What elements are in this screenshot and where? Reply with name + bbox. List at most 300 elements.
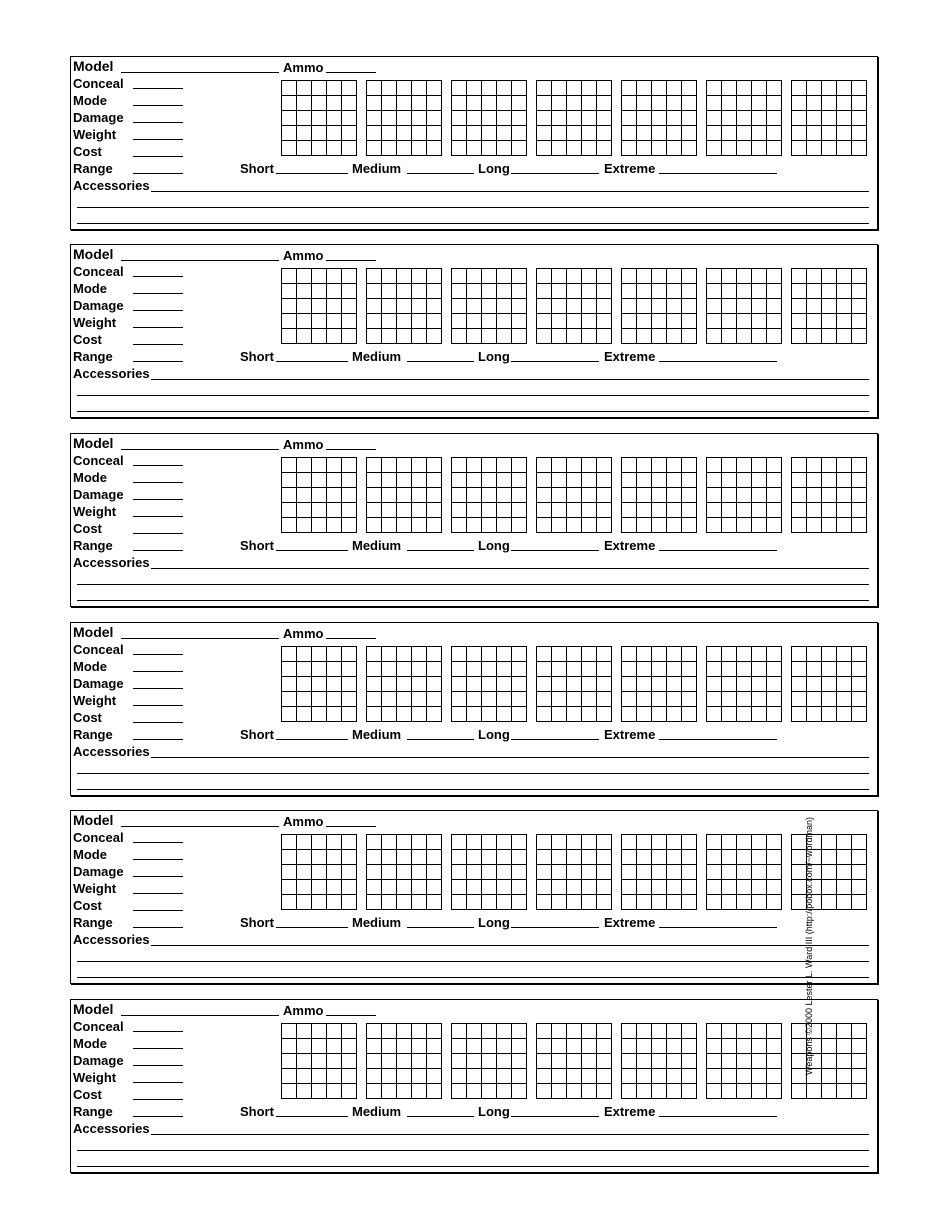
ammo-box[interactable] — [792, 126, 807, 141]
ammo-box[interactable] — [397, 81, 412, 96]
ammo-box[interactable] — [807, 1084, 822, 1099]
ammo-box[interactable] — [297, 1024, 312, 1039]
ammo-box[interactable] — [622, 1054, 637, 1069]
ammo-box[interactable] — [792, 677, 807, 692]
ammo-box[interactable] — [512, 850, 527, 865]
ammo-box[interactable] — [582, 677, 597, 692]
ammo-box[interactable] — [837, 503, 852, 518]
ammo-box[interactable] — [382, 269, 397, 284]
ammo-box[interactable] — [312, 1024, 327, 1039]
ammo-box[interactable] — [682, 81, 697, 96]
extreme-range-field[interactable] — [659, 739, 777, 740]
ammo-box[interactable] — [767, 1054, 782, 1069]
ammo-box[interactable] — [367, 473, 382, 488]
ammo-box[interactable] — [497, 1054, 512, 1069]
ammo-box[interactable] — [382, 835, 397, 850]
ammo-box[interactable] — [482, 850, 497, 865]
ammo-box[interactable] — [837, 314, 852, 329]
ammo-box[interactable] — [667, 692, 682, 707]
ammo-box[interactable] — [737, 1084, 752, 1099]
ammo-box[interactable] — [667, 662, 682, 677]
ammo-box[interactable] — [482, 269, 497, 284]
ammo-box[interactable] — [282, 1069, 297, 1084]
ammo-box[interactable] — [467, 850, 482, 865]
ammo-box[interactable] — [722, 835, 737, 850]
ammo-box[interactable] — [452, 284, 467, 299]
ammo-box[interactable] — [327, 314, 342, 329]
ammo-box[interactable] — [852, 503, 867, 518]
ammo-box[interactable] — [552, 850, 567, 865]
ammo-box[interactable] — [427, 1084, 442, 1099]
ammo-box[interactable] — [397, 141, 412, 156]
ammo-box[interactable] — [467, 518, 482, 533]
ammo-box[interactable] — [497, 96, 512, 111]
ammo-box[interactable] — [537, 662, 552, 677]
ammo-box[interactable] — [767, 503, 782, 518]
ammo-box[interactable] — [752, 677, 767, 692]
ammo-box[interactable] — [482, 1039, 497, 1054]
ammo-box[interactable] — [537, 1069, 552, 1084]
ammo-box[interactable] — [707, 1054, 722, 1069]
ammo-box[interactable] — [497, 1069, 512, 1084]
ammo-box[interactable] — [822, 81, 837, 96]
ammo-box[interactable] — [482, 488, 497, 503]
ammo-box[interactable] — [852, 662, 867, 677]
ammo-box[interactable] — [512, 865, 527, 880]
ammo-box[interactable] — [312, 1084, 327, 1099]
ammo-box[interactable] — [397, 1054, 412, 1069]
ammo-box[interactable] — [707, 518, 722, 533]
ammo-box[interactable] — [282, 284, 297, 299]
ammo-box[interactable] — [367, 865, 382, 880]
ammo-box[interactable] — [682, 850, 697, 865]
ammo-box[interactable] — [382, 503, 397, 518]
ammo-box[interactable] — [752, 1069, 767, 1084]
ammo-box[interactable] — [752, 503, 767, 518]
ammo-box[interactable] — [427, 647, 442, 662]
accessories-line[interactable] — [77, 961, 869, 962]
ammo-box[interactable] — [792, 329, 807, 344]
ammo-box[interactable] — [282, 458, 297, 473]
ammo-box[interactable] — [312, 488, 327, 503]
ammo-box[interactable] — [297, 518, 312, 533]
ammo-box[interactable] — [397, 96, 412, 111]
ammo-box[interactable] — [327, 111, 342, 126]
ammo-box[interactable] — [467, 141, 482, 156]
ammo-box[interactable] — [482, 1054, 497, 1069]
ammo-box[interactable] — [412, 1039, 427, 1054]
ammo-box[interactable] — [397, 284, 412, 299]
ammo-box[interactable] — [367, 692, 382, 707]
ammo-box[interactable] — [807, 473, 822, 488]
long-range-field[interactable] — [511, 1116, 599, 1117]
ammo-box[interactable] — [467, 835, 482, 850]
conceal-field[interactable] — [133, 88, 183, 89]
model-field[interactable] — [121, 638, 279, 639]
ammo-box[interactable] — [597, 141, 612, 156]
ammo-box[interactable] — [567, 473, 582, 488]
ammo-box[interactable] — [567, 707, 582, 722]
ammo-box[interactable] — [327, 81, 342, 96]
accessories-field[interactable] — [151, 757, 869, 758]
ammo-box[interactable] — [582, 488, 597, 503]
ammo-box[interactable] — [682, 473, 697, 488]
ammo-box[interactable] — [707, 1084, 722, 1099]
ammo-box[interactable] — [837, 141, 852, 156]
ammo-box[interactable] — [737, 458, 752, 473]
ammo-box[interactable] — [512, 880, 527, 895]
ammo-box[interactable] — [767, 299, 782, 314]
ammo-box[interactable] — [297, 141, 312, 156]
ammo-box[interactable] — [792, 662, 807, 677]
ammo-box[interactable] — [297, 880, 312, 895]
ammo-box[interactable] — [792, 111, 807, 126]
ammo-box[interactable] — [497, 314, 512, 329]
ammo-box[interactable] — [512, 677, 527, 692]
ammo-box[interactable] — [427, 850, 442, 865]
ammo-box[interactable] — [652, 835, 667, 850]
ammo-box[interactable] — [722, 473, 737, 488]
ammo-box[interactable] — [792, 458, 807, 473]
extreme-range-field[interactable] — [659, 927, 777, 928]
ammo-box[interactable] — [537, 96, 552, 111]
ammo-box[interactable] — [427, 81, 442, 96]
ammo-box[interactable] — [382, 141, 397, 156]
ammo-box[interactable] — [652, 284, 667, 299]
ammo-box[interactable] — [837, 647, 852, 662]
ammo-box[interactable] — [752, 141, 767, 156]
ammo-box[interactable] — [427, 1024, 442, 1039]
ammo-box[interactable] — [512, 458, 527, 473]
ammo-box[interactable] — [482, 1024, 497, 1039]
ammo-box[interactable] — [552, 458, 567, 473]
ammo-box[interactable] — [497, 299, 512, 314]
ammo-box[interactable] — [397, 895, 412, 910]
ammo-box[interactable] — [737, 692, 752, 707]
ammo-box[interactable] — [837, 458, 852, 473]
ammo-box[interactable] — [792, 269, 807, 284]
accessories-line[interactable] — [77, 207, 869, 208]
ammo-box[interactable] — [412, 1054, 427, 1069]
ammo-box[interactable] — [412, 503, 427, 518]
ammo-box[interactable] — [852, 647, 867, 662]
ammo-box[interactable] — [342, 895, 357, 910]
ammo-box[interactable] — [367, 503, 382, 518]
ammo-box[interactable] — [382, 284, 397, 299]
ammo-box[interactable] — [312, 299, 327, 314]
ammo-box[interactable] — [597, 835, 612, 850]
short-range-field[interactable] — [276, 361, 348, 362]
ammo-box[interactable] — [752, 269, 767, 284]
ammo-box[interactable] — [312, 473, 327, 488]
ammo-box[interactable] — [807, 314, 822, 329]
ammo-box[interactable] — [312, 1039, 327, 1054]
ammo-box[interactable] — [597, 1024, 612, 1039]
ammo-box[interactable] — [767, 473, 782, 488]
ammo-box[interactable] — [722, 1084, 737, 1099]
ammo-box[interactable] — [567, 488, 582, 503]
ammo-box[interactable] — [312, 1054, 327, 1069]
ammo-box[interactable] — [427, 314, 442, 329]
ammo-box[interactable] — [752, 707, 767, 722]
ammo-box[interactable] — [807, 269, 822, 284]
ammo-box[interactable] — [382, 518, 397, 533]
ammo-box[interactable] — [767, 1069, 782, 1084]
ammo-box[interactable] — [722, 81, 737, 96]
ammo-box[interactable] — [397, 1039, 412, 1054]
ammo-box[interactable] — [637, 1024, 652, 1039]
ammo-box[interactable] — [482, 895, 497, 910]
ammo-box[interactable] — [537, 329, 552, 344]
ammo-box[interactable] — [637, 692, 652, 707]
ammo-box[interactable] — [567, 677, 582, 692]
ammo-box[interactable] — [637, 299, 652, 314]
ammo-box[interactable] — [752, 895, 767, 910]
ammo-box[interactable] — [342, 662, 357, 677]
ammo-box[interactable] — [582, 299, 597, 314]
ammo-box[interactable] — [467, 880, 482, 895]
ammo-box[interactable] — [622, 329, 637, 344]
ammo-box[interactable] — [552, 880, 567, 895]
ammo-box[interactable] — [367, 111, 382, 126]
ammo-box[interactable] — [482, 647, 497, 662]
ammo-box[interactable] — [512, 662, 527, 677]
ammo-box[interactable] — [752, 314, 767, 329]
accessories-line[interactable] — [77, 1166, 869, 1167]
ammo-box[interactable] — [467, 126, 482, 141]
ammo-box[interactable] — [767, 647, 782, 662]
conceal-field[interactable] — [133, 654, 183, 655]
ammo-box[interactable] — [397, 1069, 412, 1084]
ammo-box[interactable] — [822, 314, 837, 329]
ammo-box[interactable] — [397, 1084, 412, 1099]
ammo-box[interactable] — [512, 895, 527, 910]
ammo-box[interactable] — [397, 488, 412, 503]
ammo-box[interactable] — [752, 81, 767, 96]
accessories-line[interactable] — [77, 411, 869, 412]
ammo-box[interactable] — [582, 880, 597, 895]
ammo-box[interactable] — [597, 895, 612, 910]
ammo-box[interactable] — [327, 488, 342, 503]
ammo-box[interactable] — [667, 1084, 682, 1099]
ammo-box[interactable] — [482, 865, 497, 880]
ammo-box[interactable] — [667, 81, 682, 96]
ammo-box[interactable] — [752, 835, 767, 850]
ammo-box[interactable] — [397, 329, 412, 344]
ammo-box[interactable] — [382, 488, 397, 503]
ammo-box[interactable] — [327, 518, 342, 533]
ammo-box[interactable] — [427, 880, 442, 895]
ammo-box[interactable] — [367, 647, 382, 662]
ammo-box[interactable] — [282, 299, 297, 314]
ammo-box[interactable] — [397, 458, 412, 473]
conceal-field[interactable] — [133, 842, 183, 843]
ammo-box[interactable] — [707, 503, 722, 518]
ammo-box[interactable] — [822, 1039, 837, 1054]
ammo-box[interactable] — [452, 96, 467, 111]
damage-field[interactable] — [133, 122, 183, 123]
ammo-box[interactable] — [597, 329, 612, 344]
ammo-box[interactable] — [412, 314, 427, 329]
ammo-box[interactable] — [297, 850, 312, 865]
ammo-box[interactable] — [427, 1054, 442, 1069]
cost-field[interactable] — [133, 1099, 183, 1100]
ammo-box[interactable] — [327, 707, 342, 722]
ammo-box[interactable] — [412, 81, 427, 96]
damage-field[interactable] — [133, 1065, 183, 1066]
ammo-box[interactable] — [707, 81, 722, 96]
ammo-box[interactable] — [837, 473, 852, 488]
ammo-box[interactable] — [282, 269, 297, 284]
ammo-box[interactable] — [412, 865, 427, 880]
ammo-box[interactable] — [837, 865, 852, 880]
ammo-box[interactable] — [682, 707, 697, 722]
ammo-box[interactable] — [367, 269, 382, 284]
ammo-box[interactable] — [652, 141, 667, 156]
ammo-box[interactable] — [837, 692, 852, 707]
ammo-box[interactable] — [512, 707, 527, 722]
ammo-box[interactable] — [282, 677, 297, 692]
ammo-box[interactable] — [582, 518, 597, 533]
ammo-box[interactable] — [852, 314, 867, 329]
ammo-box[interactable] — [707, 692, 722, 707]
ammo-box[interactable] — [792, 284, 807, 299]
ammo-box[interactable] — [837, 518, 852, 533]
ammo-box[interactable] — [652, 1039, 667, 1054]
ammo-box[interactable] — [637, 473, 652, 488]
ammo-box[interactable] — [682, 1069, 697, 1084]
medium-range-field[interactable] — [407, 550, 474, 551]
ammo-box[interactable] — [637, 647, 652, 662]
short-range-field[interactable] — [276, 550, 348, 551]
ammo-box[interactable] — [467, 96, 482, 111]
ammo-box[interactable] — [342, 269, 357, 284]
ammo-box[interactable] — [722, 895, 737, 910]
ammo-box[interactable] — [637, 488, 652, 503]
ammo-box[interactable] — [722, 284, 737, 299]
ammo-box[interactable] — [822, 518, 837, 533]
ammo-box[interactable] — [497, 81, 512, 96]
ammo-box[interactable] — [622, 269, 637, 284]
ammo-box[interactable] — [412, 662, 427, 677]
ammo-box[interactable] — [722, 269, 737, 284]
ammo-box[interactable] — [852, 518, 867, 533]
ammo-box[interactable] — [822, 850, 837, 865]
ammo-box[interactable] — [707, 458, 722, 473]
ammo-box[interactable] — [837, 1084, 852, 1099]
ammo-box[interactable] — [327, 1084, 342, 1099]
ammo-box[interactable] — [327, 329, 342, 344]
ammo-box[interactable] — [282, 1054, 297, 1069]
ammo-box[interactable] — [597, 314, 612, 329]
ammo-box[interactable] — [512, 518, 527, 533]
ammo-box[interactable] — [297, 269, 312, 284]
ammo-box[interactable] — [567, 111, 582, 126]
ammo-box[interactable] — [737, 111, 752, 126]
ammo-box[interactable] — [342, 518, 357, 533]
ammo-box[interactable] — [382, 126, 397, 141]
ammo-box[interactable] — [427, 111, 442, 126]
ammo-box[interactable] — [597, 1069, 612, 1084]
ammo-box[interactable] — [667, 269, 682, 284]
ammo-box[interactable] — [552, 1039, 567, 1054]
damage-field[interactable] — [133, 310, 183, 311]
ammo-box[interactable] — [667, 473, 682, 488]
weight-field[interactable] — [133, 327, 183, 328]
ammo-box[interactable] — [297, 299, 312, 314]
ammo-box[interactable] — [822, 1054, 837, 1069]
ammo-box[interactable] — [367, 1024, 382, 1039]
ammo-box[interactable] — [382, 707, 397, 722]
ammo-box[interactable] — [497, 895, 512, 910]
ammo-box[interactable] — [342, 850, 357, 865]
ammo-box[interactable] — [452, 111, 467, 126]
ammo-box[interactable] — [342, 647, 357, 662]
ammo-box[interactable] — [667, 880, 682, 895]
ammo-box[interactable] — [652, 111, 667, 126]
ammo-box[interactable] — [807, 677, 822, 692]
ammo-box[interactable] — [512, 1039, 527, 1054]
ammo-box[interactable] — [652, 269, 667, 284]
ammo-box[interactable] — [822, 662, 837, 677]
ammo-box[interactable] — [792, 518, 807, 533]
ammo-box[interactable] — [342, 1054, 357, 1069]
conceal-field[interactable] — [133, 465, 183, 466]
ammo-box[interactable] — [282, 1024, 297, 1039]
ammo-box[interactable] — [427, 1069, 442, 1084]
ammo-box[interactable] — [512, 835, 527, 850]
ammo-box[interactable] — [427, 707, 442, 722]
ammo-box[interactable] — [327, 1054, 342, 1069]
ammo-box[interactable] — [452, 141, 467, 156]
ammo-box[interactable] — [722, 488, 737, 503]
ammo-box[interactable] — [852, 126, 867, 141]
ammo-box[interactable] — [552, 299, 567, 314]
ammo-box[interactable] — [367, 81, 382, 96]
ammo-box[interactable] — [497, 473, 512, 488]
ammo-box[interactable] — [722, 850, 737, 865]
ammo-box[interactable] — [597, 677, 612, 692]
ammo-box[interactable] — [622, 141, 637, 156]
ammo-box[interactable] — [807, 299, 822, 314]
ammo-box[interactable] — [597, 647, 612, 662]
ammo-box[interactable] — [667, 895, 682, 910]
ammo-box[interactable] — [637, 1084, 652, 1099]
ammo-box[interactable] — [707, 126, 722, 141]
ammo-box[interactable] — [767, 518, 782, 533]
ammo-box[interactable] — [822, 677, 837, 692]
ammo-box[interactable] — [707, 1024, 722, 1039]
ammo-box[interactable] — [767, 329, 782, 344]
ammo-box[interactable] — [342, 458, 357, 473]
ammo-box[interactable] — [822, 692, 837, 707]
ammo-box[interactable] — [767, 96, 782, 111]
long-range-field[interactable] — [511, 361, 599, 362]
ammo-box[interactable] — [722, 329, 737, 344]
ammo-box[interactable] — [467, 692, 482, 707]
ammo-box[interactable] — [792, 96, 807, 111]
ammo-box[interactable] — [737, 850, 752, 865]
ammo-box[interactable] — [327, 880, 342, 895]
ammo-box[interactable] — [327, 1039, 342, 1054]
ammo-box[interactable] — [852, 1084, 867, 1099]
ammo-box[interactable] — [637, 329, 652, 344]
ammo-box[interactable] — [412, 895, 427, 910]
medium-range-field[interactable] — [407, 1116, 474, 1117]
ammo-box[interactable] — [822, 1024, 837, 1039]
ammo-box[interactable] — [582, 126, 597, 141]
ammo-box[interactable] — [537, 647, 552, 662]
